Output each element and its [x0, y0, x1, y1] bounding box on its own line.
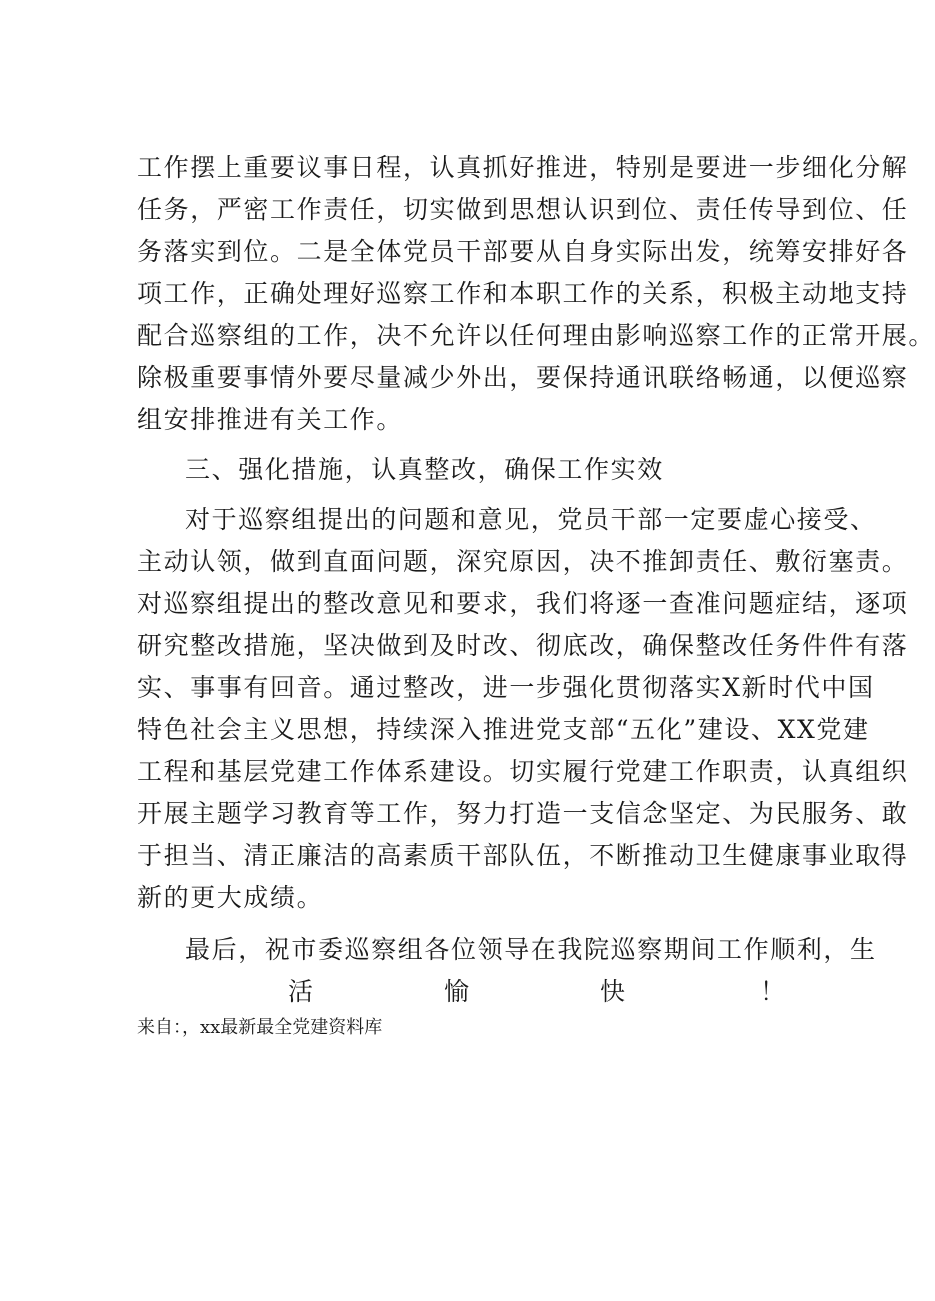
closing-line: 最后，祝市委巡察组各位领导在我院巡察期间工作顺利，生 — [185, 935, 877, 964]
closing-char: 活 — [288, 977, 314, 1006]
closing-char: 愉 — [444, 977, 470, 1006]
paragraph-line: 实、事事有回音。通过整改，进一步强化贯彻落实X新时代中国 — [137, 673, 875, 702]
paragraph-line: 对巡察组提出的整改意见和要求，我们将逐一查准问题症结，逐项 — [137, 589, 909, 618]
paragraph-line: 新的更大成绩。 — [137, 883, 324, 912]
closing-char: 快 — [600, 977, 626, 1006]
paragraph-line: 主动认领，做到直面问题，深究原因，决不推卸责任、敷衍塞责。 — [137, 547, 909, 576]
section-heading: 三、强化措施，认真整改，确保工作实效 — [185, 455, 664, 484]
source-note: 来自：，xx最新最全党建资料库 — [137, 1017, 383, 1038]
paragraph-line: 工程和基层党建工作体系建设。切实履行党建工作职责，认真组织 — [137, 757, 909, 786]
paragraph-line: 开展主题学习教育等工作，努力打造一支信念坚定、为民服务、敢 — [137, 799, 909, 828]
paragraph-line: 对于巡察组提出的问题和意见，党员干部一定要虚心接受、 — [185, 505, 877, 534]
paragraph-line: 任务，严密工作责任，切实做到思想认识到位、责任传导到位、任 — [137, 195, 909, 224]
closing-char: ！ — [760, 977, 786, 1006]
paragraph-line: 配合巡察组的工作，决不允许以任何理由影响巡察工作的正常开展。 — [137, 321, 935, 350]
paragraph-line: 项工作，正确处理好巡察工作和本职工作的关系，积极主动地支持 — [137, 279, 909, 308]
paragraph-line: 工作摆上重要议事日程，认真抓好推进，特别是要进一步细化分解 — [137, 153, 909, 182]
paragraph-line: 组安排推进有关工作。 — [137, 405, 404, 434]
paragraph-line: 于担当、清正廉洁的高素质干部队伍，不断推动卫生健康事业取得 — [137, 841, 909, 870]
paragraph-line: 研究整改措施，坚决做到及时改、彻底改，确保整改任务件件有落 — [137, 631, 909, 660]
paragraph-line: 务落实到位。二是全体党员干部要从自身实际出发，统筹安排好各 — [137, 237, 909, 266]
paragraph-line: 除极重要事情外要尽量减少外出，要保持通讯联络畅通，以便巡察 — [137, 363, 909, 392]
paragraph-line: 特色社会主义思想，持续深入推进党支部“五化”建设、XX党建 — [137, 715, 870, 744]
